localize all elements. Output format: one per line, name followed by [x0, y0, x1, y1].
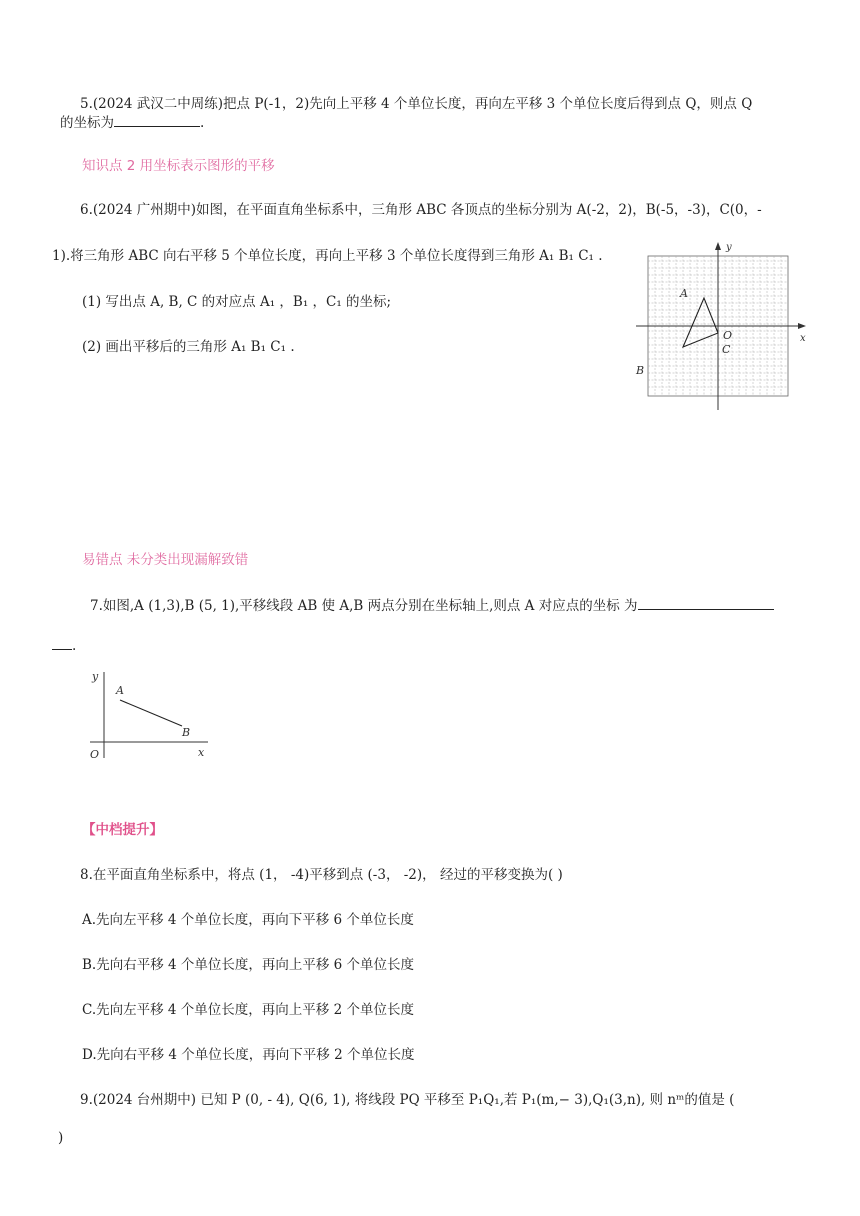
q6-coordinate-grid-figure — [632, 238, 812, 414]
knowledge-point-2-title: 知识点 2 用坐标表示图形的平移 — [82, 158, 275, 174]
q7-segment-figure — [86, 664, 216, 764]
q7-label-y: y — [92, 670, 99, 683]
q8-stem: 8.在平面直角坐标系中，将点 (1， -4)平移到点 (-3， -2)， 经过的平移变换为( ) — [80, 867, 563, 883]
q7-line1-text: 7.如图,A (1,3),B (5, 1),平移线段 AB 使 A,B 两点分别在坐标轴上,则点 A 对应点的坐标 为 — [90, 598, 638, 614]
q6-label-b: B — [636, 364, 645, 377]
mid-level-title: 【中档提升】 — [82, 822, 163, 838]
error-prone-title: 易错点 未分类出现漏解致错 — [82, 552, 249, 568]
q5-line2-end: . — [200, 115, 205, 131]
q6-line2: 1).将三角形 ABC 向右平移 5 个单位长度，再向上平移 3 个单位长度得到三角形 A₁ B₁ C₁ . — [52, 248, 603, 264]
q7-label-b: B — [182, 726, 191, 739]
q7-line1 — [90, 595, 774, 616]
q5-answer-blank[interactable] — [114, 112, 200, 127]
q6-line1: 6.(2024 广州期中)如图，在平面直角坐标系中，三角形 ABC 各顶点的坐标分别为 A(-2，2)，B(-5，-3)，C(0，- — [80, 202, 762, 218]
q6-triangle-abc — [683, 298, 718, 347]
q6-label-x: x — [800, 333, 806, 344]
q8-option-a[interactable]: A.先向左平移 4 个单位长度，再向下平移 6 个单位长度 — [82, 912, 414, 928]
q9-line2: ) — [58, 1130, 64, 1146]
q9-line1: 9.(2024 台州期中) 已知 P (0, - 4), Q(6, 1), 将线段 PQ 平移至 P₁Q₁,若 P₁(m,− 3),Q₁(3,n), 则 nᵐ的值是 ( — [80, 1092, 735, 1108]
q6-label-a: A — [680, 287, 688, 300]
q6-label-origin: O — [723, 329, 733, 342]
q5-line1: 5.(2024 武汉二中周练)把点 P(-1，2)先向上平移 4 个单位长度，再向左平移 3 个单位长度后得到点 Q，则点 Q — [80, 96, 753, 112]
q7-label-origin: O — [90, 748, 100, 761]
q7-line2-end: . — [72, 638, 77, 654]
q7-label-a: A — [116, 684, 124, 697]
q5-line2-text: 的坐标为 — [60, 115, 114, 131]
q7-segment-ab — [120, 700, 182, 726]
q8-option-c[interactable]: C.先向左平移 4 个单位长度，再向上平移 2 个单位长度 — [82, 1002, 414, 1018]
q8-option-d[interactable]: D.先向右平移 4 个单位长度，再向下平移 2 个单位长度 — [82, 1047, 415, 1063]
q5-line2 — [60, 112, 204, 133]
q6-sub2: (2) 画出平移后的三角形 A₁ B₁ C₁ . — [82, 339, 295, 355]
q7-label-x: x — [198, 746, 205, 759]
q6-label-y: y — [726, 242, 732, 253]
q6-label-c: C — [722, 343, 731, 356]
q7-line2 — [52, 635, 76, 656]
q8-option-b[interactable]: B.先向右平移 4 个单位长度，再向上平移 6 个单位长度 — [82, 957, 415, 973]
q6-x-axis-arrow — [798, 323, 806, 329]
q7-answer-blank-2[interactable] — [52, 635, 72, 650]
q6-y-axis-arrow — [715, 242, 721, 250]
q6-sub1: (1) 写出点 A, B, C 的对应点 A₁ ，B₁ ，C₁ 的坐标; — [82, 294, 392, 310]
q7-answer-blank-1[interactable] — [638, 595, 774, 610]
